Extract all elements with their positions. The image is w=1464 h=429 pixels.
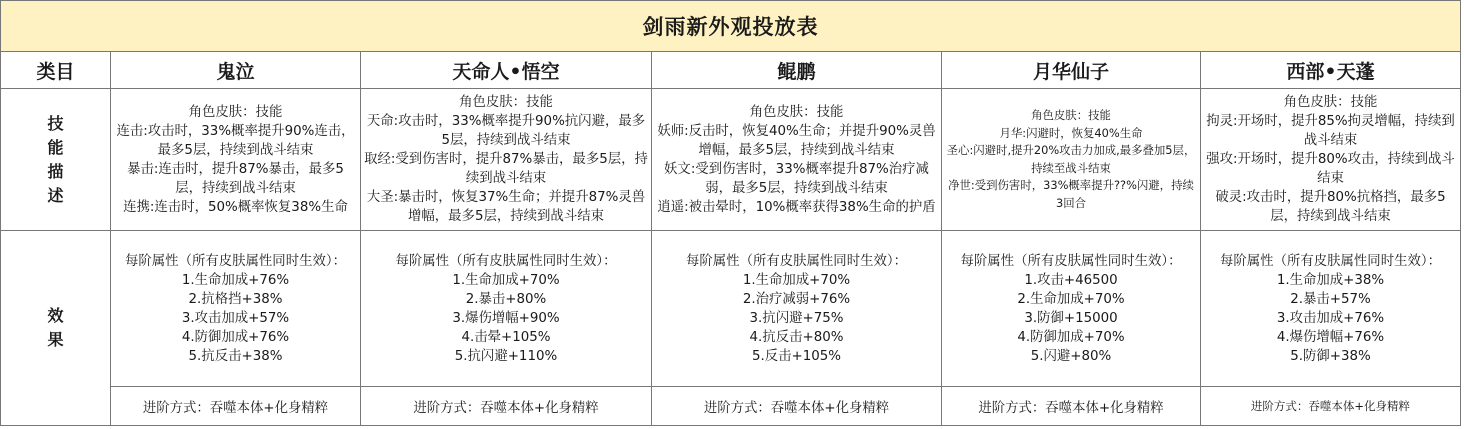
cell-line: 月华:闪避时，恢复40%生命: [999, 125, 1143, 140]
cell-line: 3.攻击加成+76%: [1276, 310, 1385, 326]
cell-line: 拘灵:开场时，提升85%拘灵增幅，持续到战斗结束: [1206, 114, 1455, 148]
cell-line: 3.抗闪避+75%: [749, 310, 844, 326]
cell-line: 1.生命加成+76%: [181, 272, 290, 288]
cell-line: 角色皮肤：技能: [1031, 108, 1111, 122]
cell-line: 破灵:攻击时，提升80%抗格挡，最多5层，持续到战斗结束: [1215, 190, 1446, 224]
cell-line: 3.防御+15000: [1024, 310, 1118, 326]
cell-line: 取经:受到伤害时，提升87%暴击，最多5层，持续到战斗结束: [364, 152, 648, 186]
skills-cell-guiqi: [111, 89, 361, 231]
header-kunpeng: 鲲鹏: [652, 52, 942, 89]
cell-line: 5.闪避+80%: [1030, 348, 1112, 364]
cell-line: 3.爆伤增幅+90%: [452, 310, 560, 326]
skills-cell-tianpeng: [1201, 89, 1461, 231]
cell-line: 2.暴击+80%: [465, 291, 547, 307]
advance-cell-yuehua: 进阶方式：吞噬本体+化身精粹: [942, 387, 1201, 426]
cell-line: 天命:攻击时，33%概率提升90%抗闪避，最多5层，持续到战斗结束: [366, 114, 646, 148]
cell-line: 能: [47, 137, 64, 157]
cell-line: 角色皮肤：技能: [188, 104, 283, 120]
cell-line: 描: [47, 161, 64, 181]
skills-cell-yuehua: [942, 89, 1201, 231]
cell-line: 角色皮肤：技能: [1283, 95, 1378, 110]
cell-line: 暴击:连击时，提升87%暴击，最多5层，持续到战斗结束: [127, 161, 344, 196]
cell-line: 大圣:暴击时，恢复37%生命；并提升87%灵兽增幅，最多5层，持续到战斗结束: [366, 190, 646, 224]
skills-cell-wukong: [361, 89, 652, 231]
cell-line: 每阶属性（所有皮肤属性同时生效）：: [960, 253, 1182, 269]
cell-line: 妖师:反击时，恢复40%生命；并提升90%灵兽增幅，最多5层，持续到战斗结束: [657, 123, 936, 158]
cell-line: 强攻:开场时，提升80%攻击，持续到战斗结束: [1206, 152, 1455, 186]
cell-line: 2.生命加成+70%: [1017, 291, 1125, 307]
cell-line: 4.击晕+105%: [461, 329, 551, 345]
effect-cell-yuehua: [942, 231, 1201, 387]
cell-line: 逍遥:被击晕时，10%概率获得38%生命的护盾: [657, 199, 936, 215]
effect-cell-wukong: [361, 231, 652, 387]
cell-line: 每阶属性（所有皮肤属性同时生效）：: [686, 253, 907, 269]
cell-line: 角色皮肤：技能: [459, 95, 553, 110]
header-yuehua: 月华仙子: [942, 52, 1201, 89]
cell-line: 妖文:受到伤害时，33%概率提升87%治疗减弱，最多5层，持续到战斗结束: [664, 161, 929, 196]
cell-line: 2.抗格挡+38%: [188, 291, 283, 307]
cell-line: 效: [47, 306, 64, 325]
cell-line: 5.反击+105%: [751, 348, 842, 364]
advance-cell-guiqi: 进阶方式：吞噬本体+化身精粹: [111, 387, 361, 426]
cell-line: 技: [47, 113, 64, 133]
cell-line: 净世:受到伤害时，33%概率提升??%闪避，持续3回合: [948, 178, 1194, 210]
cell-line: 每阶属性（所有皮肤属性同时生效）：: [1220, 253, 1441, 269]
cell-line: 5.抗闪避+110%: [454, 348, 558, 364]
cell-line: 5.防御+38%: [1290, 348, 1371, 364]
cell-line: 4.防御加成+70%: [1017, 329, 1125, 345]
advance-cell-tianpeng: 进阶方式：吞噬本体+化身精粹: [1201, 387, 1461, 426]
cell-line: 1.生命加成+38%: [1276, 272, 1385, 288]
skills-cell-kunpeng: [652, 89, 942, 231]
header-category: 类目: [1, 52, 111, 89]
header-guiqi: 鬼泣: [111, 52, 361, 89]
cell-line: 4.抗反击+80%: [749, 329, 844, 345]
cell-line: 每阶属性（所有皮肤属性同时生效）：: [125, 253, 346, 269]
cell-line: 1.生命加成+70%: [742, 272, 851, 288]
cell-line: 2.暴击+57%: [1290, 291, 1371, 307]
header-wukong: 天命人•悟空: [361, 52, 652, 89]
cell-line: 1.生命加成+70%: [452, 272, 560, 288]
advance-cell-wukong: 进阶方式：吞噬本体+化身精粹: [361, 387, 652, 426]
cell-line: 3.攻击加成+57%: [181, 310, 290, 326]
cell-line: 1.攻击+46500: [1024, 272, 1118, 288]
cell-line: 述: [47, 185, 64, 205]
table-title: 剑雨新外观投放表: [1, 1, 1461, 52]
cell-line: 果: [47, 330, 64, 349]
row-label-skills: [1, 89, 111, 231]
cell-line: 连击:攻击时，33%概率提升90%连击，最多5层，持续到战斗结束: [116, 123, 355, 158]
effect-cell-tianpeng: [1201, 231, 1461, 387]
cell-line: 4.爆伤增幅+76%: [1276, 329, 1385, 345]
header-tianpeng: 西部•天蓬: [1201, 52, 1461, 89]
cell-line: 5.抗反击+38%: [188, 348, 283, 364]
cell-line: 2.治疗减弱+76%: [742, 291, 851, 307]
cell-line: 角色皮肤：技能: [749, 104, 844, 120]
advance-cell-kunpeng: 进阶方式：吞噬本体+化身精粹: [652, 387, 942, 426]
cell-line: 圣心:闪避时,提升20%攻击力加成,最多叠加5层，持续至战斗结束: [946, 143, 1196, 175]
cell-line: 4.防御加成+76%: [181, 329, 290, 345]
effect-cell-guiqi: [111, 231, 361, 387]
cell-line: 每阶属性（所有皮肤属性同时生效）：: [395, 253, 617, 269]
row-label-effect: [1, 231, 111, 426]
effect-cell-kunpeng: [652, 231, 942, 387]
cell-line: 连携:连击时，50%概率恢复38%生命: [123, 199, 348, 215]
